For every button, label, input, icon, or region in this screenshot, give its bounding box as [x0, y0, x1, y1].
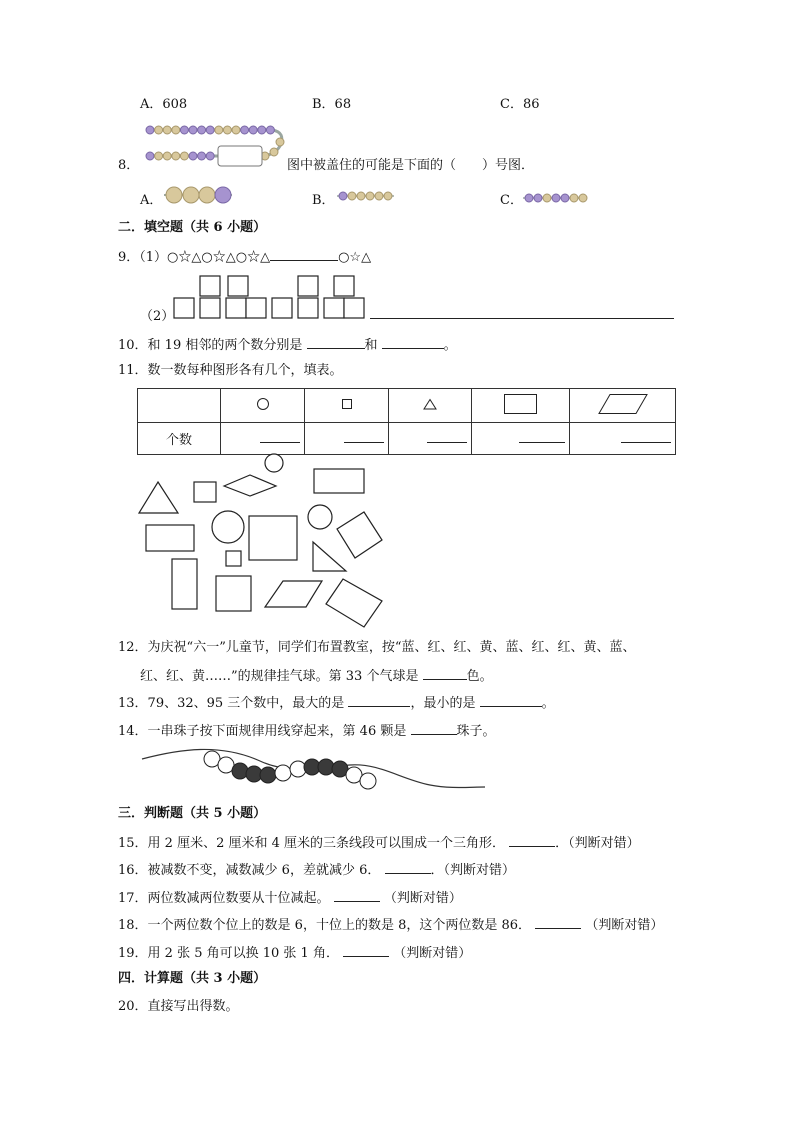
- q10-blank-1[interactable]: [307, 336, 365, 349]
- table-header-circle: [221, 389, 305, 423]
- q8-bead: [215, 126, 223, 134]
- q18: [118, 916, 663, 934]
- count-triangle-cell[interactable]: [389, 423, 472, 455]
- q8-bead-string-figure: [140, 118, 290, 168]
- section-2-title: 二．填空题（共 6 小题）: [118, 220, 267, 235]
- q14-white-bead: [275, 765, 291, 781]
- q15-blank[interactable]: [509, 834, 555, 847]
- q8-option-a-beads: [162, 184, 234, 206]
- q12-line1: 12．为庆祝“六一”儿童节，同学们布置教室，按“蓝、红、红、黄、蓝、红、红、黄、蓝、: [118, 640, 636, 655]
- q8-option-b: B．: [312, 193, 335, 208]
- q8-bead: [155, 152, 163, 160]
- q11-count-table: [137, 388, 676, 455]
- q7-option-a: A．608: [140, 97, 188, 112]
- q17-text-a: 17．两位数减两位数要从十位减起。: [118, 891, 330, 906]
- q9-block-stacks: [172, 276, 372, 322]
- q8-bead: [146, 152, 154, 160]
- q8-bead: [189, 152, 197, 160]
- q8-bead: [172, 152, 180, 160]
- table-row-label: 个数: [138, 423, 221, 455]
- table-header-rectangle: [472, 389, 570, 423]
- q8-bead: [276, 138, 284, 146]
- q9-line2-blank[interactable]: [370, 306, 674, 319]
- q19-text-b: （判断对错）: [393, 946, 472, 961]
- q15: [118, 834, 640, 852]
- q14-text-b: 珠子。: [456, 724, 496, 739]
- shape-parallelogram: [265, 581, 322, 607]
- q16-text-a: 16．被减数不变，减数减少 6，差就减少 6．: [118, 863, 381, 878]
- q9-line2-prefix: （2）: [140, 309, 175, 324]
- q8-bead: [189, 126, 197, 134]
- q13: [118, 694, 555, 712]
- q8-question: 图中被盖住的可能是下面的（ ）号图．: [287, 158, 535, 173]
- q14-black-bead: [318, 759, 334, 775]
- q14-white-bead: [290, 761, 306, 777]
- q9-line1: [118, 248, 371, 266]
- q19-text-a: 19．用 2 张 5 角可以换 10 张 1 角．: [118, 946, 339, 961]
- shape-square-bottom: [216, 576, 251, 611]
- q8-bead: [206, 126, 214, 134]
- shape-square-large: [249, 516, 297, 560]
- count-parallelogram-cell[interactable]: [570, 423, 676, 455]
- q10-text-c: 。: [443, 338, 457, 353]
- q8-option-b-beads: [336, 190, 396, 202]
- shape-small-square: [194, 482, 216, 502]
- q8-bead: [163, 152, 171, 160]
- shape-small-circle: [265, 454, 283, 472]
- q8-bead: [270, 148, 278, 156]
- q14-white-bead: [360, 773, 376, 789]
- shape-right-triangle: [313, 542, 346, 571]
- q8-number: 8．: [118, 158, 140, 173]
- q14-black-bead: [260, 767, 276, 783]
- q12-blank[interactable]: [423, 667, 467, 680]
- table-header-empty: [138, 389, 221, 423]
- q11-shapes-figure: [130, 450, 390, 630]
- q18-text-b: （判断对错）: [585, 918, 664, 933]
- shape-rectangle-top: [314, 469, 364, 493]
- q9-line1-blank[interactable]: [270, 248, 338, 261]
- shape-rhombus: [224, 475, 276, 496]
- q7-option-c: C．86: [500, 97, 540, 112]
- q8-option-c: C．: [500, 193, 523, 208]
- q8-bead: [198, 126, 206, 134]
- q19: [118, 944, 471, 962]
- section-4-title: 四．计算题（共 3 小题）: [118, 971, 267, 986]
- shape-rectangle-left: [146, 525, 194, 551]
- q8-bead: [155, 126, 163, 134]
- q8-bead: [163, 126, 171, 134]
- q12-text-a: 红、红、黄……”的规律挂气球。第 33 个气球是: [140, 669, 419, 684]
- q16-text-b: ．（判断对错）: [430, 863, 516, 878]
- q14-bead-string: [140, 745, 490, 800]
- q12-text-b: 色。: [466, 669, 493, 684]
- shape-circle: [212, 511, 244, 543]
- q15-text-a: 15．用 2 厘米、2 厘米和 4 厘米的三条线段可以围成一个三角形．: [118, 836, 506, 851]
- q14-text-a: 14．一串珠子按下面规律用线穿起来，第 46 颗是: [118, 724, 407, 739]
- table-header-triangle: [389, 389, 472, 423]
- q8-bead: [241, 126, 249, 134]
- q16: [118, 861, 515, 879]
- q8-bead: [258, 126, 266, 134]
- q8-bead: [172, 126, 180, 134]
- shape-circle-right: [308, 505, 332, 529]
- q13-blank-2[interactable]: [480, 694, 542, 707]
- shape-tilted-square: [337, 512, 382, 558]
- shape-tilted-rectangle: [326, 579, 382, 627]
- q14-black-bead: [232, 763, 248, 779]
- q10-text-b: 和: [364, 338, 378, 353]
- q18-blank[interactable]: [535, 916, 581, 929]
- shape-triangle: [139, 482, 178, 513]
- q17-blank[interactable]: [334, 889, 380, 902]
- shape-tiny-square: [226, 551, 241, 566]
- q18-text-a: 18．一个两位数个位上的数是 6，十位上的数是 8，这个两位数是 86．: [118, 918, 532, 933]
- q8-bead: [266, 126, 274, 134]
- table-header-square: [305, 389, 389, 423]
- shape-tall-rectangle: [172, 559, 197, 609]
- q7-option-b: B．68: [312, 97, 352, 112]
- q13-text-a: 13．79、32、95 三个数中，最大的是: [118, 696, 345, 711]
- q8-bead: [146, 126, 154, 134]
- table-header-parallelogram: [570, 389, 676, 423]
- q10-text-a: 10．和 19 相邻的两个数分别是: [118, 338, 303, 353]
- q13-text-b: ，最小的是: [410, 696, 476, 711]
- q14-blank[interactable]: [411, 722, 457, 735]
- q8-option-c-beads: [522, 192, 588, 204]
- q14: [118, 722, 496, 740]
- q8-bead: [180, 152, 188, 160]
- q19-blank[interactable]: [343, 944, 389, 957]
- q9-line1-suffix: ○☆△: [338, 250, 372, 265]
- q9-line1-prefix: 9．（1）○☆△○☆△○☆△: [118, 250, 271, 265]
- count-rectangle-cell[interactable]: [472, 423, 570, 455]
- q8-bead: [249, 126, 257, 134]
- q8-bead: [206, 152, 214, 160]
- q8-bead: [180, 126, 188, 134]
- q13-text-c: 。: [541, 696, 555, 711]
- q10: [118, 336, 457, 354]
- q13-blank-1[interactable]: [348, 694, 410, 707]
- q8-bead: [198, 152, 206, 160]
- q8-covered-box: [218, 146, 262, 166]
- q16-blank[interactable]: [385, 861, 431, 874]
- q10-blank-2[interactable]: [382, 336, 444, 349]
- q20-text: 20．直接写出得数。: [118, 999, 239, 1014]
- q11-text: 11．数一数每种图形各有几个，填表。: [118, 363, 343, 378]
- q17: [118, 889, 462, 907]
- q17-text-b: （判断对错）: [383, 891, 462, 906]
- q8-option-a: A．: [140, 193, 163, 208]
- q12-line2: [140, 667, 493, 685]
- q8-bead: [223, 126, 231, 134]
- q15-text-b: ．（判断对错）: [555, 836, 640, 851]
- section-3-title: 三．判断题（共 5 小题）: [118, 806, 267, 821]
- q8-bead: [232, 126, 240, 134]
